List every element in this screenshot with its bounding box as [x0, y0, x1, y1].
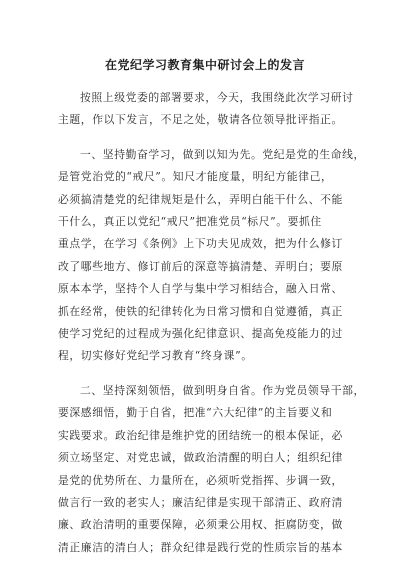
text-line: 一、坚持勤奋学习，做到以知为先。党纪是党的生命线， — [80, 147, 365, 161]
text-line: 实践要求。政治纪律是维护党的团结统一的根本保证，必 — [58, 428, 343, 442]
text-line: 干什么，真正以党纪“戒尺”把准党员“标尺”。要抓住 — [58, 215, 322, 229]
text-line: 须立场坚定、对党忠诚，做政治清醒的明白人；组织纪律 — [58, 451, 343, 465]
text-line: 抓在经常，使铁的纪律转化为日常习惯和自觉遵循，真正 — [58, 304, 343, 318]
text-line: 是党的优势所在、力量所在，必须听党指挥、步调一致， — [58, 473, 343, 487]
paragraph-section-one — [58, 144, 365, 368]
text-line: 使学习党纪的过程成为强化纪律意识、提高免疫能力的过 — [58, 327, 343, 341]
text-line: 重点学，在学习《条例》上下功夫见成效，把为什么修订 — [58, 237, 343, 251]
text-line: 清正廉洁的清白人；群众纪律是践行党的性质宗旨的基本 — [58, 540, 343, 554]
paragraph-intro — [58, 87, 352, 132]
text-line: 原本本学，坚持个人自学与集中学习相结合，融入日常、 — [58, 282, 343, 296]
text-line: 必须搞清楚党的纪律规矩是什么，弄明白能干什么、不能 — [58, 192, 343, 206]
text-line: 二、坚持深刻领悟，做到明身自省。作为党员领导干部， — [80, 383, 365, 397]
text-line: 主题，作以下发言，不足之处，敬请各位领导批评指正。 — [58, 113, 343, 127]
text-line: 改了哪些地方、修订前后的深意等搞清楚、弄明白；要原 — [58, 259, 343, 273]
document-title: 在党纪学习教育集中研讨会上的发言 — [104, 58, 305, 72]
paragraph-section-two — [58, 380, 365, 559]
text-line: 廉、政治清明的重要保障，必须秉公用权、拒腐防变，做 — [58, 518, 343, 532]
text-line: 按照上级党委的部署要求，今天，我围绕此次学习研讨 — [80, 91, 354, 104]
text-line: 是管党治党的“戒尺”。知尺才能度量，明纪方能律己， — [58, 170, 333, 184]
text-line: 做言行一致的老实人；廉洁纪律是实现干部清正、政府清 — [58, 495, 343, 509]
text-line: 要深感细悟，勤于自省，把准“六大纪律”的主旨要义和 — [58, 406, 333, 420]
document-body — [58, 87, 365, 559]
text-line: 程，切实修好党纪学习教育“终身课”。 — [58, 349, 253, 363]
